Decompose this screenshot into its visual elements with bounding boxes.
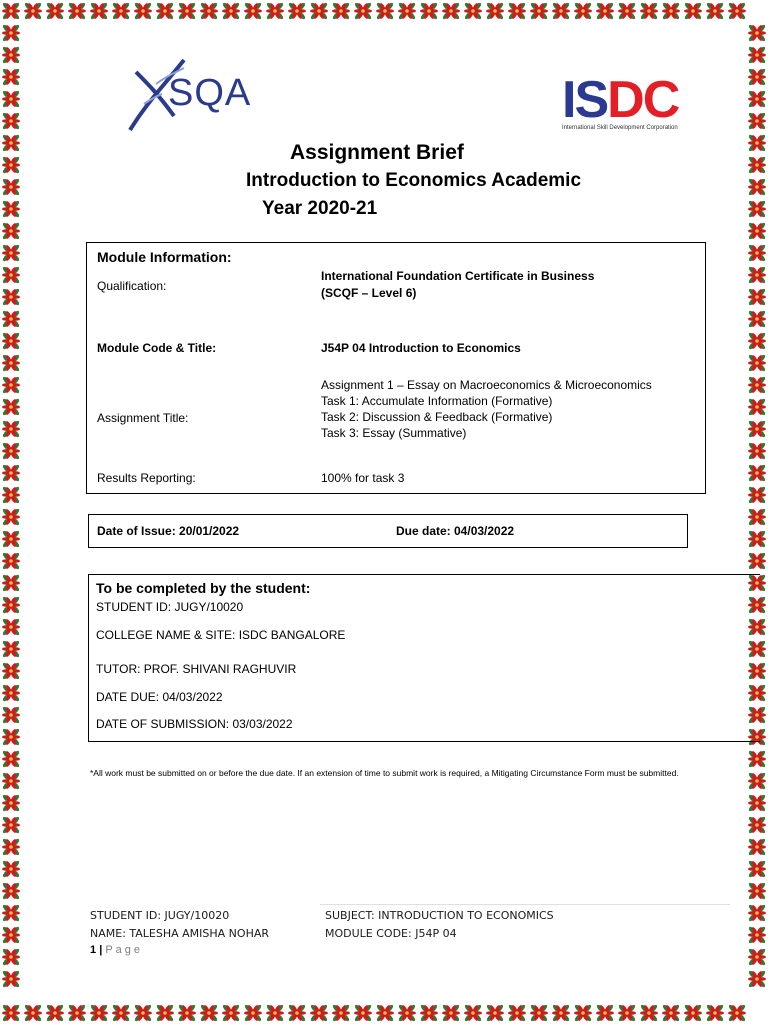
poinsettia-icon bbox=[2, 24, 21, 43]
poinsettia-icon bbox=[2, 2, 21, 21]
college-line: COLLEGE NAME & SITE: ISDC BANGALORE bbox=[96, 628, 346, 642]
poinsettia-icon bbox=[2, 882, 21, 901]
poinsettia-icon bbox=[2, 750, 21, 769]
poinsettia-icon bbox=[266, 2, 285, 21]
footer-divider bbox=[320, 904, 730, 905]
poinsettia-icon bbox=[310, 2, 329, 21]
poinsettia-icon bbox=[2, 508, 21, 527]
poinsettia-icon bbox=[2, 200, 21, 219]
poinsettia-icon bbox=[24, 1004, 43, 1023]
poinsettia-icon bbox=[748, 46, 767, 65]
poinsettia-icon bbox=[728, 2, 747, 21]
poinsettia-icon bbox=[200, 1004, 219, 1023]
poinsettia-icon bbox=[748, 970, 767, 989]
poinsettia-icon bbox=[464, 2, 483, 21]
submission-note: *All work must be submitted on or before the due date. If an extension of time to submit work is required, a Mitigating Circumstance Form must be submitted. bbox=[90, 768, 679, 778]
poinsettia-icon bbox=[596, 1004, 615, 1023]
page-subtitle-line-1: Introduction to Economics Academic bbox=[246, 170, 582, 191]
poinsettia-icon bbox=[332, 1004, 351, 1023]
poinsettia-icon bbox=[684, 2, 703, 21]
poinsettia-icon bbox=[574, 2, 593, 21]
poinsettia-icon bbox=[90, 2, 109, 21]
poinsettia-icon bbox=[748, 398, 767, 417]
poinsettia-icon bbox=[748, 948, 767, 967]
poinsettia-icon bbox=[2, 530, 21, 549]
poinsettia-icon bbox=[222, 2, 241, 21]
poinsettia-icon bbox=[748, 68, 767, 87]
student-id-line: STUDENT ID: JUGY/10020 bbox=[96, 600, 244, 614]
poinsettia-icon bbox=[2, 354, 21, 373]
poinsettia-icon bbox=[748, 420, 767, 439]
poinsettia-icon bbox=[244, 2, 263, 21]
poinsettia-icon bbox=[486, 2, 505, 21]
poinsettia-icon bbox=[748, 772, 767, 791]
module-information-heading: Module Information: bbox=[97, 249, 232, 265]
poinsettia-icon bbox=[486, 1004, 505, 1023]
poinsettia-icon bbox=[112, 1004, 131, 1023]
footer-name: NAME: TALESHA AMISHA NOHAR bbox=[90, 927, 270, 940]
poinsettia-icon bbox=[748, 24, 767, 43]
results-reporting-label: Results Reporting: bbox=[97, 471, 196, 485]
poinsettia-icon bbox=[2, 90, 21, 109]
tutor-line: TUTOR: PROF. SHIVANI RAGHUVIR bbox=[96, 662, 297, 676]
poinsettia-icon bbox=[46, 1004, 65, 1023]
poinsettia-icon bbox=[68, 2, 87, 21]
poinsettia-icon bbox=[662, 2, 681, 21]
poinsettia-icon bbox=[178, 1004, 197, 1023]
poinsettia-icon bbox=[748, 838, 767, 857]
poinsettia-icon bbox=[2, 266, 21, 285]
poinsettia-icon bbox=[2, 310, 21, 329]
poinsettia-icon bbox=[354, 1004, 373, 1023]
poinsettia-icon bbox=[748, 112, 767, 131]
isdc-logo-tagline: International Skill Development Corporation bbox=[562, 125, 678, 131]
poinsettia-icon bbox=[2, 970, 21, 989]
assignment-title-line-1: Assignment 1 – Essay on Macroeconomics & Microeconomics bbox=[321, 378, 652, 392]
poinsettia-icon bbox=[2, 684, 21, 703]
poinsettia-icon bbox=[2, 376, 21, 395]
poinsettia-icon bbox=[420, 2, 439, 21]
poinsettia-icon bbox=[2, 46, 21, 65]
poinsettia-icon bbox=[2, 860, 21, 879]
poinsettia-icon bbox=[2, 156, 21, 175]
poinsettia-icon bbox=[90, 1004, 109, 1023]
poinsettia-icon bbox=[748, 90, 767, 109]
poinsettia-icon bbox=[266, 1004, 285, 1023]
poinsettia-icon bbox=[748, 332, 767, 351]
poinsettia-icon bbox=[2, 816, 21, 835]
poinsettia-icon bbox=[728, 1004, 747, 1023]
poinsettia-icon bbox=[2, 1004, 21, 1023]
poinsettia-icon bbox=[354, 2, 373, 21]
qualification-value-line-2: (SCQF – Level 6) bbox=[321, 286, 417, 300]
poinsettia-icon bbox=[508, 2, 527, 21]
poinsettia-icon bbox=[442, 1004, 461, 1023]
page-title: Assignment Brief bbox=[290, 141, 464, 164]
poinsettia-icon bbox=[748, 200, 767, 219]
module-code-value: J54P 04 Introduction to Economics bbox=[321, 341, 521, 355]
module-code-label: Module Code & Title: bbox=[97, 341, 217, 355]
date-of-issue: Date of Issue: 20/01/2022 bbox=[97, 524, 240, 538]
poinsettia-icon bbox=[2, 706, 21, 725]
poinsettia-icon bbox=[748, 310, 767, 329]
poinsettia-icon bbox=[442, 2, 461, 21]
poinsettia-icon bbox=[2, 464, 21, 483]
poinsettia-icon bbox=[748, 354, 767, 373]
poinsettia-icon bbox=[2, 68, 21, 87]
poinsettia-icon bbox=[2, 926, 21, 945]
assignment-title-line-2: Task 1: Accumulate Information (Formative) bbox=[321, 394, 553, 408]
poinsettia-icon bbox=[2, 398, 21, 417]
poinsettia-icon bbox=[748, 266, 767, 285]
poinsettia-icon bbox=[640, 2, 659, 21]
poinsettia-icon bbox=[748, 178, 767, 197]
poinsettia-icon bbox=[2, 904, 21, 923]
poinsettia-icon bbox=[288, 2, 307, 21]
poinsettia-icon bbox=[2, 574, 21, 593]
results-reporting-value: 100% for task 3 bbox=[321, 471, 405, 485]
poinsettia-icon bbox=[552, 2, 571, 21]
footer-module-code: MODULE CODE: J54P 04 bbox=[325, 927, 457, 940]
poinsettia-icon bbox=[2, 420, 21, 439]
poinsettia-icon bbox=[706, 1004, 725, 1023]
poinsettia-icon bbox=[748, 816, 767, 835]
poinsettia-icon bbox=[46, 2, 65, 21]
poinsettia-icon bbox=[640, 1004, 659, 1023]
poinsettia-icon bbox=[398, 2, 417, 21]
isdc-logo-text: ISDC bbox=[562, 71, 679, 129]
poinsettia-icon bbox=[748, 882, 767, 901]
qualification-value-line-1: International Foundation Certificate in Business bbox=[321, 269, 595, 283]
poinsettia-icon bbox=[2, 134, 21, 153]
poinsettia-icon bbox=[24, 2, 43, 21]
poinsettia-icon bbox=[748, 222, 767, 241]
poinsettia-icon bbox=[134, 2, 153, 21]
footer-subject: SUBJECT: INTRODUCTION TO ECONOMICS bbox=[325, 909, 554, 922]
date-of-submission-line: DATE OF SUBMISSION: 03/03/2022 bbox=[96, 717, 293, 731]
poinsettia-icon bbox=[2, 288, 21, 307]
poinsettia-icon bbox=[530, 1004, 549, 1023]
poinsettia-icon bbox=[2, 794, 21, 813]
poinsettia-icon bbox=[748, 156, 767, 175]
poinsettia-icon bbox=[464, 1004, 483, 1023]
poinsettia-icon bbox=[748, 904, 767, 923]
poinsettia-icon bbox=[134, 1004, 153, 1023]
poinsettia-icon bbox=[662, 1004, 681, 1023]
poinsettia-icon bbox=[748, 442, 767, 461]
poinsettia-icon bbox=[2, 222, 21, 241]
poinsettia-icon bbox=[748, 376, 767, 395]
poinsettia-icon bbox=[2, 178, 21, 197]
poinsettia-icon bbox=[398, 1004, 417, 1023]
poinsettia-icon bbox=[2, 948, 21, 967]
poinsettia-icon bbox=[2, 244, 21, 263]
poinsettia-icon bbox=[2, 552, 21, 571]
due-date: Due date: 04/03/2022 bbox=[396, 524, 515, 538]
poinsettia-icon bbox=[2, 596, 21, 615]
poinsettia-icon bbox=[178, 2, 197, 21]
poinsettia-icon bbox=[748, 552, 767, 571]
poinsettia-icon bbox=[376, 1004, 395, 1023]
poinsettia-icon bbox=[222, 1004, 241, 1023]
poinsettia-icon bbox=[748, 750, 767, 769]
student-section-heading: To be completed by the student: bbox=[96, 580, 311, 596]
assignment-title-line-4: Task 3: Essay (Summative) bbox=[321, 426, 467, 440]
poinsettia-icon bbox=[618, 2, 637, 21]
poinsettia-icon bbox=[748, 464, 767, 483]
poinsettia-icon bbox=[706, 2, 725, 21]
poinsettia-icon bbox=[2, 772, 21, 791]
poinsettia-icon bbox=[2, 640, 21, 659]
poinsettia-icon bbox=[332, 2, 351, 21]
assignment-title-line-3: Task 2: Discussion & Feedback (Formative) bbox=[321, 410, 553, 424]
poinsettia-icon bbox=[552, 1004, 571, 1023]
poinsettia-icon bbox=[748, 530, 767, 549]
page-subtitle-line-2: Year 2020-21 bbox=[262, 198, 378, 219]
poinsettia-icon bbox=[2, 486, 21, 505]
poinsettia-icon bbox=[200, 2, 219, 21]
poinsettia-icon bbox=[2, 618, 21, 637]
poinsettia-icon bbox=[508, 1004, 527, 1023]
poinsettia-icon bbox=[2, 332, 21, 351]
poinsettia-icon bbox=[2, 442, 21, 461]
poinsettia-icon bbox=[748, 486, 767, 505]
poinsettia-icon bbox=[2, 662, 21, 681]
page-number: 1 | Page bbox=[90, 944, 144, 956]
isdc-logo bbox=[562, 71, 697, 134]
poinsettia-icon bbox=[156, 2, 175, 21]
poinsettia-icon bbox=[2, 112, 21, 131]
poinsettia-icon bbox=[748, 244, 767, 263]
poinsettia-icon bbox=[112, 2, 131, 21]
poinsettia-icon bbox=[748, 860, 767, 879]
poinsettia-icon bbox=[310, 1004, 329, 1023]
poinsettia-icon bbox=[2, 728, 21, 747]
poinsettia-icon bbox=[530, 2, 549, 21]
poinsettia-icon bbox=[748, 508, 767, 527]
poinsettia-icon bbox=[2, 838, 21, 857]
poinsettia-icon bbox=[684, 1004, 703, 1023]
poinsettia-icon bbox=[748, 794, 767, 813]
poinsettia-icon bbox=[288, 1004, 307, 1023]
poinsettia-icon bbox=[420, 1004, 439, 1023]
poinsettia-icon bbox=[748, 926, 767, 945]
poinsettia-icon bbox=[596, 2, 615, 21]
sqa-logo-text: SQA bbox=[168, 72, 252, 114]
poinsettia-icon bbox=[156, 1004, 175, 1023]
poinsettia-icon bbox=[244, 1004, 263, 1023]
poinsettia-icon bbox=[748, 134, 767, 153]
footer-student-id: STUDENT ID: JUGY/10020 bbox=[90, 909, 230, 922]
poinsettia-icon bbox=[376, 2, 395, 21]
poinsettia-icon bbox=[748, 288, 767, 307]
sqa-logo bbox=[126, 54, 276, 134]
poinsettia-icon bbox=[68, 1004, 87, 1023]
qualification-label: Qualification: bbox=[97, 279, 167, 293]
poinsettia-icon bbox=[618, 1004, 637, 1023]
poinsettia-icon bbox=[574, 1004, 593, 1023]
assignment-title-label: Assignment Title: bbox=[97, 411, 189, 425]
date-due-line: DATE DUE: 04/03/2022 bbox=[96, 690, 223, 704]
